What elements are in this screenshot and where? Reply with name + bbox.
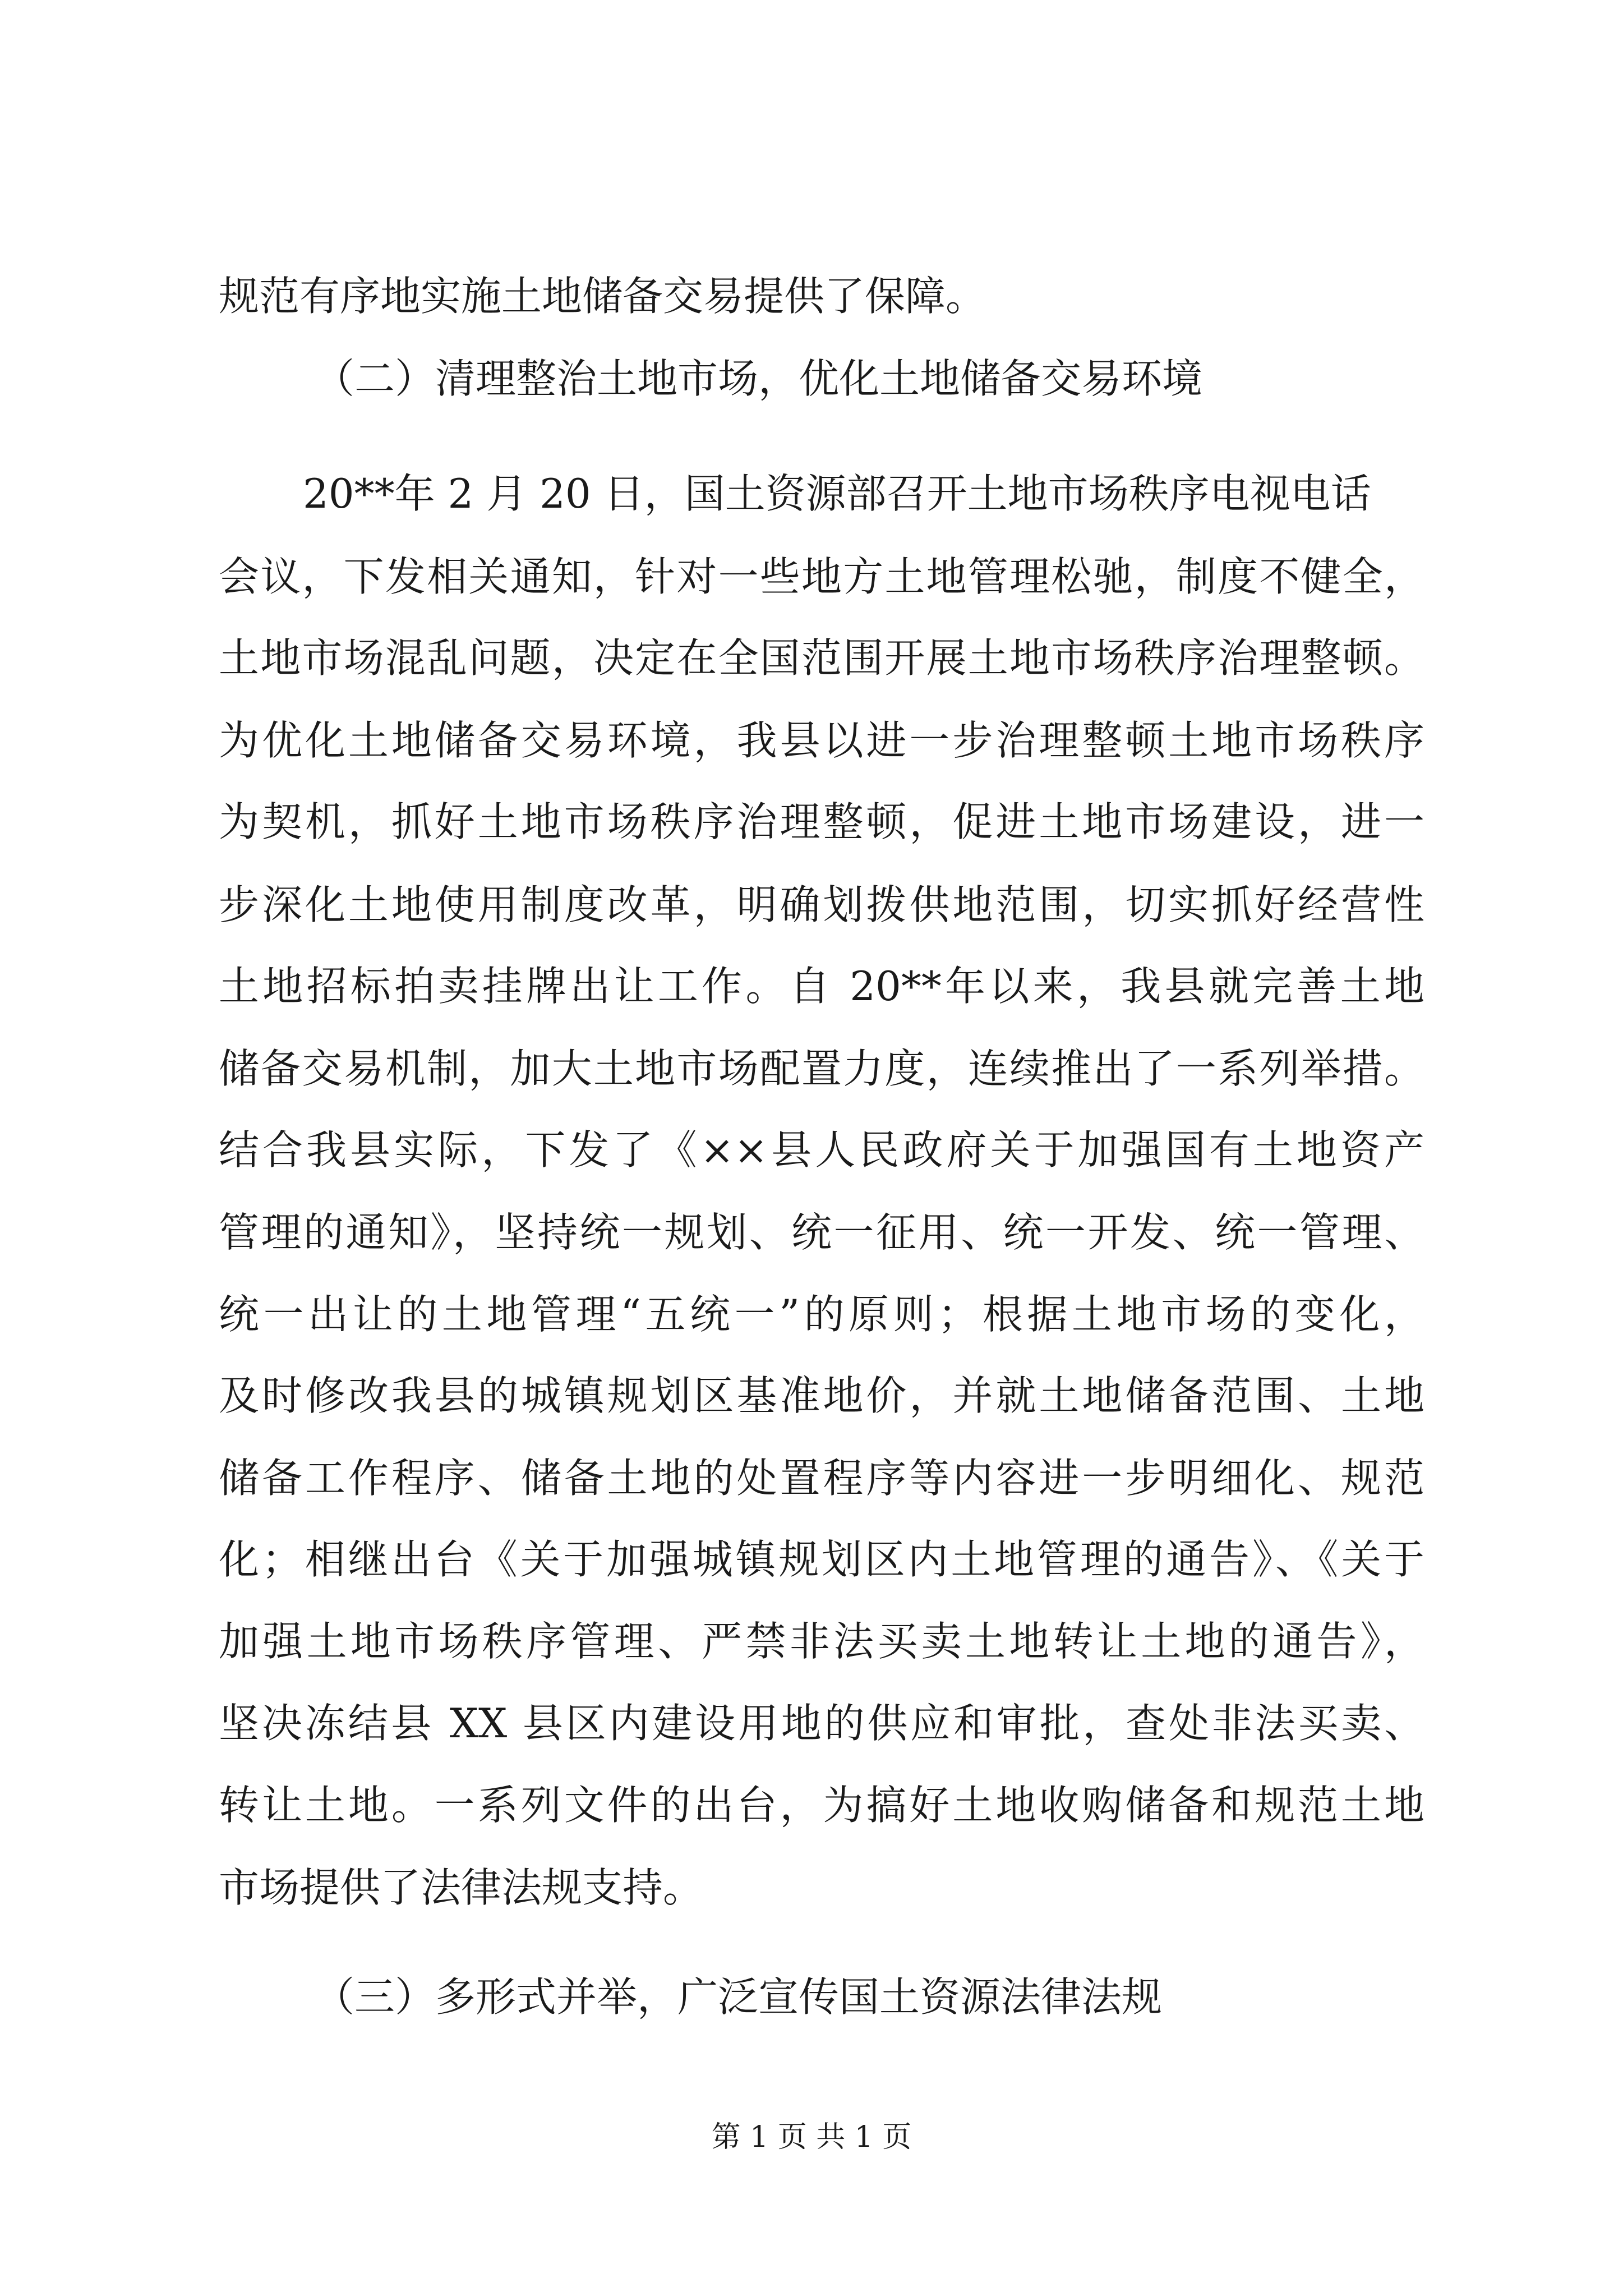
text-line: 为优化土地储备交易环境，我县以进一步治理整顿土地市场秩序 (219, 717, 1424, 764)
text-line: 土地市场混乱问题，决定在全国范围开展土地市场秩序治理整顿。 (219, 634, 1424, 682)
text-line: 坚决冻结县 XX 县区内建设用地的供应和审批，查处非法买卖、 (219, 1700, 1424, 1747)
text-line: 及时修改我县的城镇规划区基准地价，并就土地储备范围、土地 (219, 1372, 1424, 1419)
text-line: 储备交易机制，加大土地市场配置力度，连续推出了一系列举措。 (219, 1045, 1424, 1092)
text-line: 化；相继出台《关于加强城镇规划区内土地管理的通告》、《关于 (219, 1536, 1424, 1583)
text-line: 管理的通知》，坚持统一规划、统一征用、统一开发、统一管理、 (219, 1209, 1424, 1256)
text-line: 20**年 2 月 20 日，国土资源部召开土地市场秩序电视电话 (303, 470, 1371, 517)
text-line: 步深化土地使用制度改革，明确划拨供地范围，切实抓好经营性 (219, 881, 1424, 928)
text-line: 规范有序地实施土地储备交易提供了保障。 (219, 273, 986, 320)
section-heading: （二）清理整治土地市场，优化土地储备交易环境 (314, 355, 1203, 402)
text-line: 会议，下发相关通知，针对一些地方土地管理松驰，制度不健全， (219, 553, 1424, 600)
text-line: 结合我县实际，下发了《××县人民政府关于加强国有土地资产 (219, 1126, 1424, 1174)
text-line: 土地招标拍卖挂牌出让工作。自 20**年以来，我县就完善土地 (219, 963, 1424, 1010)
text-line: 统一出让的土地管理“五统一”的原则；根据土地市场的变化， (219, 1291, 1424, 1338)
section-heading: （三）多形式并举，广泛宣传国土资源法律法规 (314, 1973, 1163, 2021)
text-line: 加强土地市场秩序管理、严禁非法买卖土地转让土地的通告》， (219, 1618, 1424, 1665)
text-line: 储备工作程序、储备土地的处置程序等内容进一步明细化、规范 (219, 1455, 1424, 1502)
text-line: 转让土地。一系列文件的出台，为搞好土地收购储备和规范土地 (219, 1782, 1424, 1829)
text-line: 市场提供了法律法规支持。 (219, 1864, 704, 1911)
text-line: 为契机，抓好土地市场秩序治理整顿，促进土地市场建设，进一 (219, 798, 1424, 845)
page-footer: 第 1 页 共 1 页 (711, 2120, 912, 2154)
